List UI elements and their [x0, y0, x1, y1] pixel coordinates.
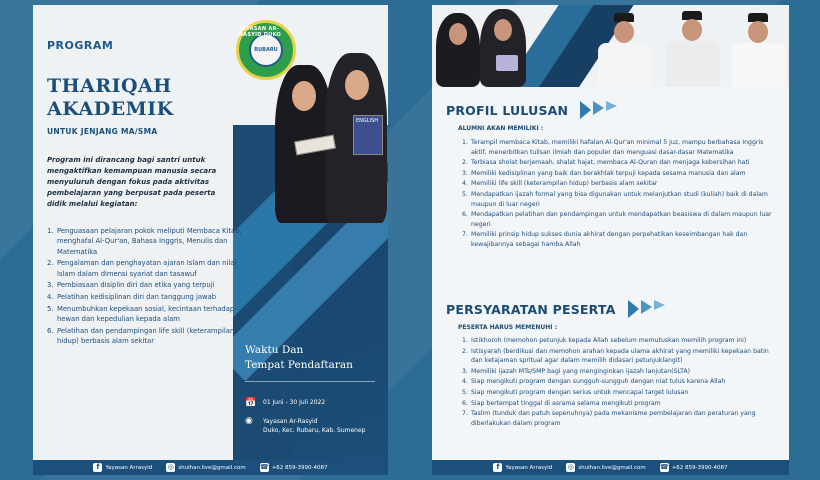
- place-address: Duko, Kec. Rubaru, Kab. Sumenep: [263, 427, 366, 434]
- facebook-icon: f: [93, 463, 102, 472]
- profil-kicker: ALUMNI AKAN MEMILIKI :: [458, 125, 544, 132]
- syarat-heading: [446, 300, 665, 318]
- title-line-2: AKADEMIK: [47, 98, 174, 120]
- location-pin-icon: ◉: [245, 416, 253, 426]
- profil-title: PROFIL LULUSAN: [446, 102, 569, 118]
- list-item: 7. Memiliki prinsip hidup sukses dunia akhirat dengan perpehatikan keseimbangan hak dan kewajibannya sebagai hamba Allah: [462, 231, 748, 248]
- whatsapp-icon: ☎: [259, 463, 269, 471]
- footer-facebook[interactable]: f Yayasan Arrasyid: [93, 463, 152, 472]
- student-face: [345, 70, 369, 100]
- program-subtitle: UNTUK JENJANG MA/SMA: [47, 127, 158, 136]
- list-item: 4. Pelatihan kedisiplinan diri dan tanggung jawab: [47, 293, 217, 302]
- list-item: 3. Pembiasaan disiplin diri dan etika yang terpuji: [47, 281, 215, 290]
- students-reading-photo: [275, 53, 387, 223]
- program-label: PROGRAM: [47, 39, 114, 52]
- student-face: [292, 81, 316, 111]
- syarat-list: [462, 336, 777, 429]
- footer-email[interactable]: ◎ shulhan.live@gmail.com: [167, 463, 246, 471]
- list-item: 1. Istikhoroh (memohon petunjuk kepada Allah sebelum memutuskan memilih program ini): [462, 337, 747, 344]
- book-label: ENGLISH: [356, 118, 378, 124]
- registration-place: [245, 417, 365, 435]
- footer-whatsapp[interactable]: ☎ +62 859-3990-4087: [659, 463, 728, 471]
- globe-icon: ◎: [567, 463, 574, 471]
- list-item: 4. Memiliki life skill (keterampilan hidup) berbasis alam sekitar: [462, 180, 658, 188]
- list-item: 2. Pengalaman dan penghayatan ajaran Islam dan nilai Islam dalam dimensi syariat dan tasawuf: [47, 259, 237, 278]
- student-figure: [730, 13, 789, 87]
- place-name: Yayasan Ar-Rasyid: [263, 418, 318, 425]
- list-item: 5. Mendapatkan ijazah formal yang bisa digunakan untuk melanjutkan studi (kuliah) baik di dalam maupun di luar negeri: [462, 190, 768, 208]
- chevron-right-icon: [578, 101, 617, 119]
- registration-date: [245, 399, 325, 408]
- syarat-kicker: PESERTA HARUS MEMENUHI :: [458, 324, 557, 331]
- list-item: 6. Mendapatkan pelatihan dan pendampingan untuk mendapatkan beasiswa di dalam maupun luar negeri: [462, 211, 772, 228]
- list-item: 3. Memiliki ijazah MTs/SMP bagi yang menginginkan ijazah lanjutan(SLTA): [462, 367, 691, 375]
- list-item: 4. Siap mengikuti program dengan sungguh-sungguh dengan niat tulus karena Allah: [462, 378, 726, 386]
- profil-heading: [446, 101, 617, 119]
- student-figure: [436, 13, 486, 87]
- student-figure: [596, 13, 656, 87]
- list-item: 2. Istisyarah (berdikusi dan memohon arahan kepada ulama akhirat yang memiliki kepekaan batin dan ketajaman spritual agar dalam memilih didasari petunjuklangit): [462, 347, 769, 365]
- footer-email[interactable]: ◎ shulhan.live@gmail.com: [567, 463, 646, 471]
- list-item: 5. Menumbuhkan kepekaan sosial, kecintaan terhadap hewan dan kepedulian kepada alam: [47, 305, 235, 324]
- header-photo-band: [432, 5, 789, 87]
- list-item: 1. Terampil membaca Kitab, memiliki hafalan Al-Qur'an minimal 5 juz, mampu berbahasa Inggris aktif, menerbitkan tulisan ilmiah dan populer dan menguasi dasar-dasar Matematika: [462, 139, 764, 156]
- contact-footer: [432, 460, 789, 475]
- brochure-page-front: [33, 5, 388, 475]
- chevron-right-icon: [626, 300, 665, 318]
- list-item: 2. Terbiasa sholat berjemaah, shalat hajat, membaca Al-Quran dan menjaga kebersihan hati: [462, 159, 750, 167]
- place-text: [263, 417, 365, 435]
- list-item: 6. Siap bertempat tinggal di asrama selama mengikuti program: [462, 399, 661, 407]
- calendar-icon: 📅: [245, 398, 257, 408]
- footer-facebook[interactable]: f Yayasan Arrasyid: [493, 463, 552, 472]
- program-title: [47, 75, 174, 121]
- logo-sub: RUBARU: [254, 47, 278, 53]
- student-figure: [664, 11, 724, 87]
- student-figure: [480, 9, 530, 87]
- list-item: 3. Memiliki kedisiplinan yang baik dan berakhlak terpuji kepada sesama manusia dan alam: [462, 169, 746, 177]
- footer-whatsapp[interactable]: ☎ +62 859-3990-4087: [259, 463, 328, 471]
- globe-icon: ◎: [167, 463, 174, 471]
- brochure-page-back: [432, 5, 789, 475]
- list-item: 7. Taslim (tunduk dan patuh sepenuhnya) pada mekanisme pembelajaran dan peraturan yang diberlakukan dalam program: [462, 410, 756, 427]
- contact-footer: [33, 460, 388, 475]
- title-line-1: THARIQAH: [47, 75, 172, 97]
- date-text: 01 Juni - 30 Juli 2022: [263, 399, 326, 406]
- whatsapp-icon: ☎: [659, 463, 669, 471]
- list-item: 1. Penguasaan pelajaran pokok meliputi Membaca Kitab, menghafal Al-Qur'an, Bahasa Inggris, Menulis dan Matematika: [47, 227, 242, 256]
- list-item: 6. Pelatihan dan pendampingan life skill (keterampilan hidup) berbasis alam sekitar: [47, 327, 235, 346]
- program-intro: Program ini dirancang bagi santri untuk mengaktifkan kemampuan manusia secara menyuluruh dengan fokus pada aktivitas pembelajaran yang berpusat pada peserta didik melalui kegiatan:: [47, 156, 217, 208]
- logo-text: YAYASAN AR-RASYID DUKO: [239, 26, 282, 38]
- syarat-title: PERSYARATAN PESERTA: [446, 301, 616, 317]
- facebook-icon: f: [493, 463, 502, 472]
- registration-heading-line-2: Tempat Pendaftaran: [245, 359, 353, 371]
- list-item: 5. Siap mengikuti program dengan serius untuk mencapai target lulusan: [462, 388, 689, 396]
- registration-heading-line-1: Waktu Dan: [245, 344, 304, 356]
- profil-list: [462, 138, 777, 251]
- registration-heading: [245, 343, 353, 373]
- divider: [245, 381, 375, 382]
- activity-list: [47, 226, 247, 348]
- english-book: [353, 115, 383, 155]
